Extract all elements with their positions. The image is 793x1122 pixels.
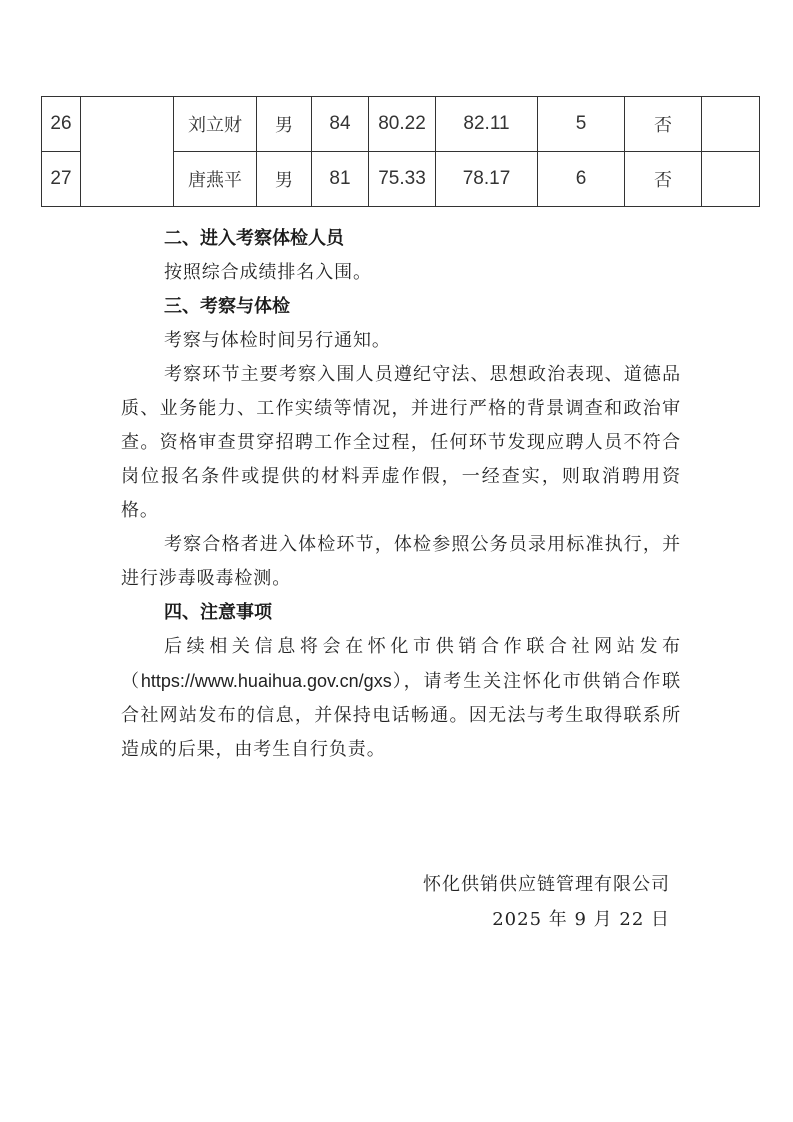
score-table: [41, 96, 760, 207]
issuing-organization: 怀化供销供应链管理有限公司: [423, 874, 670, 895]
row-number-cell: 26: [42, 97, 81, 152]
website-link[interactable]: https://www.huaihua.gov.cn/gxs: [140, 671, 392, 691]
gender-cell: 男: [257, 152, 312, 207]
total-score-cell: 78.17: [436, 152, 538, 207]
rank-cell: 5: [538, 97, 625, 152]
paragraph-notices: [121, 630, 681, 767]
enter-cell: 否: [625, 97, 702, 152]
merged-position-cell: [81, 97, 174, 207]
notice-text-end: ），请考生关注怀化市供销合作联合社网站发布的信息，并保持电话畅通。因无法与考生取得联系所造成的后果，由考生自行负责。: [121, 671, 681, 760]
name-cell: 唐燕平: [174, 152, 257, 207]
section-heading-inspection: 三、考察与体检: [164, 296, 290, 317]
section-heading-notices: 四、注意事项: [164, 602, 272, 623]
note-cell: [702, 152, 760, 207]
score-cell: 81: [312, 152, 369, 207]
row-number-cell: 27: [42, 152, 81, 207]
issue-date: 2025 年 9 月 22 日: [492, 909, 670, 930]
paragraph-physical-exam: 考察合格者进入体检环节，体检参照公务员录用标准执行，并进行涉毒吸毒检测。: [121, 534, 681, 589]
score-cell: 84: [312, 97, 369, 152]
paragraph-inspection-content: 考察环节主要考察入围人员遵纪守法、思想政治表现、道德品质、业务能力、工作实绩等情况，并进行严格的背景调查和政治审查。资格审查贯穿招聘工作全过程，任何环节发现应聘人员不符合岗位报名条件或提供的材料弄虚作假，一经查实，则取消聘用资格。: [121, 364, 681, 521]
score-table-container: [41, 96, 760, 207]
paragraph-candidates-ranking: 按照综合成绩排名入围。: [164, 262, 372, 283]
note-cell: [702, 97, 760, 152]
gender-cell: 男: [257, 97, 312, 152]
section-heading-candidates: 二、进入考察体检人员: [164, 228, 344, 249]
notice-text-start: 后续相关信息将会在怀化市供销合作联合社网站发布（: [121, 636, 681, 692]
table-row: [42, 97, 760, 152]
total-score-cell: 82.11: [436, 97, 538, 152]
score-cell: 75.33: [369, 152, 436, 207]
name-cell: 刘立财: [174, 97, 257, 152]
enter-cell: 否: [625, 152, 702, 207]
rank-cell: 6: [538, 152, 625, 207]
document-body: [121, 222, 681, 767]
paragraph-inspection-time: 考察与体检时间另行通知。: [164, 330, 391, 351]
score-cell: 80.22: [369, 97, 436, 152]
